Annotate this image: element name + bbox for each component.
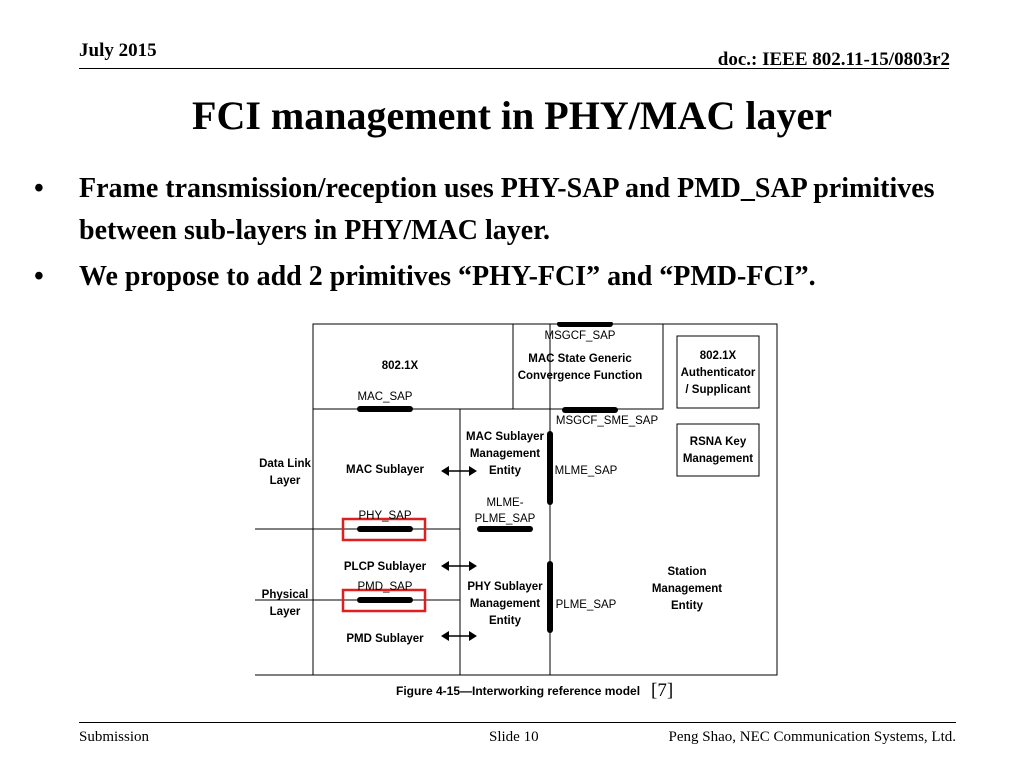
- sme-label-line1: Station: [667, 566, 707, 578]
- mlme-label-line3: Entity: [489, 465, 521, 477]
- sme-label-line2: Management: [651, 583, 723, 595]
- bullet-marker: •: [34, 173, 44, 204]
- plme-label-line3: Entity: [489, 615, 521, 627]
- rsna-label-line1: RSNA Key: [689, 436, 747, 448]
- data-link-layer-label-line1: Data Link: [259, 458, 311, 470]
- mlme-label-line2: Management: [469, 448, 541, 460]
- msgcf-label-line2: Convergence Function: [517, 370, 643, 382]
- mlme-plme-sap-label-line1: MLME-: [486, 497, 524, 509]
- msgcf-sap-label: MSGCF_SAP: [544, 330, 616, 342]
- physical-layer-label-line1: Physical: [261, 589, 309, 601]
- pmd-sap-label: PMD_SAP: [357, 581, 413, 593]
- figure-reference: [7]: [651, 680, 674, 701]
- plme-label-line2: Management: [469, 598, 541, 610]
- header-date: July 2015: [79, 40, 157, 61]
- bullet-list: [34, 168, 1004, 302]
- authenticator-label-line1: 802.1X: [699, 350, 737, 362]
- authenticator-label-line3: / Supplicant: [685, 384, 751, 396]
- authenticator-label-line2: Authenticator: [680, 367, 756, 379]
- footer-slide-number: Slide 10: [489, 729, 539, 745]
- msgcf-sme-sap-label: MSGCF_SME_SAP: [555, 415, 659, 427]
- mlme-sap-label: MLME_SAP: [554, 465, 618, 477]
- footer-rule: [79, 722, 956, 723]
- mac-sublayer-label: MAC Sublayer: [346, 464, 424, 476]
- bullet-item-2: [34, 256, 1004, 298]
- bullet-text: Frame transmission/reception uses PHY-SAP and PMD_SAP primitives between sub-layers in PHY/MAC layer.: [79, 173, 935, 246]
- bullet-marker: •: [34, 261, 44, 292]
- physical-layer-label-line2: Layer: [269, 606, 301, 618]
- footer-submission: Submission: [79, 729, 150, 745]
- header-doc-id: doc.: IEEE 802.11-15/0803r2: [717, 49, 950, 70]
- mlme-label-line1: MAC Sublayer: [466, 431, 544, 443]
- slide-title: FCI management in PHY/MAC layer: [192, 93, 832, 138]
- footer-author: Peng Shao, NEC Communication Systems, Ltd.: [668, 729, 956, 745]
- plcp-sublayer-label: PLCP Sublayer: [343, 561, 427, 573]
- bullet-item-1: [34, 168, 1004, 252]
- header-rule: [79, 68, 949, 69]
- pmd-sublayer-label: PMD Sublayer: [346, 633, 424, 645]
- figure-caption: Figure 4-15—Interworking reference model: [396, 684, 641, 698]
- data-link-layer-label-line2: Layer: [269, 475, 301, 487]
- msgcf-label-line1: MAC State Generic: [528, 353, 632, 365]
- mac-sap-label: MAC_SAP: [357, 391, 413, 403]
- rsna-key-box: [677, 424, 759, 476]
- ieee8021x-label: 802.1X: [381, 360, 419, 372]
- bullet-text: We propose to add 2 primitives “PHY-FCI” and “PMD-FCI”.: [79, 261, 816, 292]
- plme-label-line1: PHY Sublayer: [467, 581, 543, 593]
- rsna-label-line2: Management: [682, 453, 754, 465]
- sme-label-line3: Entity: [671, 600, 703, 612]
- interworking-reference-model-diagram: [255, 322, 785, 682]
- mlme-plme-sap-label-line2: PLME_SAP: [474, 513, 536, 525]
- phy-sap-label: PHY_SAP: [358, 510, 412, 522]
- plme-sap-label: PLME_SAP: [555, 599, 617, 611]
